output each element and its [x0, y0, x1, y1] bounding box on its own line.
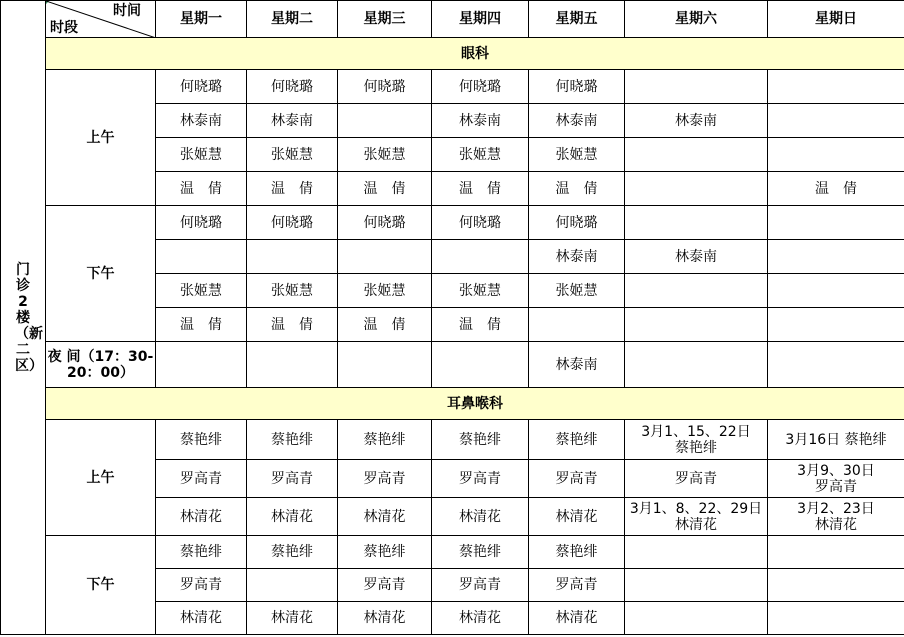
doctor-cell: [156, 206, 247, 240]
doctor-cell: [247, 104, 338, 138]
doctor-name: 林清花: [555, 508, 598, 525]
doctor-name: 何晓璐: [271, 78, 313, 95]
doctor-cell: [529, 138, 625, 172]
doctor-name: 蔡艳绯: [180, 544, 222, 560]
day-header-sunday: 星期日: [768, 1, 904, 38]
department-title: 眼科: [46, 38, 904, 70]
doctor-cell: [247, 342, 338, 388]
corner-period-label: 时段: [50, 20, 78, 36]
doctor-name: 温 倩: [555, 180, 598, 197]
doctor-name: 蔡艳绯: [271, 431, 313, 448]
doctor-name: 温 倩: [271, 316, 313, 333]
doctor-cell: [156, 274, 247, 308]
doctor-cell: [156, 342, 247, 388]
doctor-cell: [625, 138, 768, 172]
doctor-cell: [625, 70, 768, 104]
doctor-cell: [625, 498, 768, 536]
doctor-name: 林泰南: [271, 112, 313, 129]
doctor-name: 林清花: [271, 610, 313, 626]
doctor-name: 温 倩: [459, 316, 501, 333]
doctor-cell: [338, 498, 432, 536]
doctor-cell: [768, 274, 904, 308]
corner-time-label: 时间: [113, 3, 141, 19]
day-header-thursday: 星期四: [432, 1, 529, 38]
doctor-cell: [529, 342, 625, 388]
schedule-row: [1, 536, 904, 569]
doctor-name: 张姬慧: [271, 146, 313, 163]
doctor-name: 3月16日 蔡艳绯: [785, 431, 887, 448]
doctor-cell: [156, 460, 247, 498]
doctor-name: 林清花: [180, 610, 222, 626]
floor-label-cell: [1, 1, 46, 635]
doctor-name: 林泰南: [555, 248, 598, 265]
doctor-cell: [432, 420, 529, 460]
doctor-name: 何晓璐: [180, 214, 222, 231]
doctor-cell: [432, 460, 529, 498]
doctor-cell: [338, 104, 432, 138]
doctor-cell: [529, 104, 625, 138]
period-label: 下午: [46, 536, 156, 635]
doctor-name: 何晓璐: [180, 78, 222, 95]
doctor-cell: [768, 602, 904, 635]
doctor-cell: [338, 138, 432, 172]
doctor-name: 林泰南: [180, 112, 222, 129]
doctor-cell: [625, 420, 768, 460]
doctor-cell: [247, 460, 338, 498]
doctor-cell: [625, 602, 768, 635]
schedule-body: [1, 1, 904, 635]
doctor-cell: [432, 536, 529, 569]
doctor-cell: [625, 460, 768, 498]
doctor-name: 何晓璐: [363, 214, 406, 231]
doctor-cell: [247, 240, 338, 274]
doctor-name: 蔡艳绯: [459, 431, 501, 448]
doctor-name: 何晓璐: [555, 214, 598, 231]
doctor-cell: [432, 569, 529, 602]
doctor-name: 林清花: [459, 610, 501, 626]
doctor-cell: [156, 70, 247, 104]
doctor-cell: [247, 420, 338, 460]
doctor-name: 3月1、8、22、29日 林清花: [629, 500, 763, 533]
doctor-cell: [529, 206, 625, 240]
doctor-name: 何晓璐: [459, 214, 501, 231]
department-title: 耳鼻喉科: [46, 388, 904, 420]
doctor-cell: [432, 104, 529, 138]
doctor-name: 罗高青: [459, 577, 501, 593]
doctor-cell: [338, 172, 432, 206]
doctor-cell: [247, 602, 338, 635]
doctor-cell: [247, 569, 338, 602]
doctor-name: 张姬慧: [363, 146, 406, 163]
doctor-cell: [156, 172, 247, 206]
doctor-name: 3月2、23日 林清花: [797, 500, 875, 533]
doctor-name: 张姬慧: [180, 282, 222, 299]
doctor-cell: [625, 536, 768, 569]
doctor-cell: [247, 206, 338, 240]
doctor-name: 温 倩: [459, 180, 501, 197]
doctor-cell: [625, 308, 768, 342]
doctor-cell: [432, 206, 529, 240]
doctor-cell: [768, 206, 904, 240]
doctor-name: 何晓璐: [271, 214, 313, 231]
doctor-name: 林清花: [363, 610, 406, 626]
doctor-cell: [338, 70, 432, 104]
doctor-name: 罗高青: [180, 470, 222, 487]
doctor-cell: [768, 342, 904, 388]
schedule-row: [1, 342, 904, 388]
doctor-name: 林清花: [271, 508, 313, 525]
doctor-name: 林清花: [180, 508, 222, 525]
doctor-name: 何晓璐: [363, 78, 406, 95]
doctor-name: 林泰南: [459, 112, 501, 129]
doctor-cell: [156, 308, 247, 342]
doctor-cell: [338, 206, 432, 240]
doctor-cell: [529, 240, 625, 274]
doctor-cell: [625, 104, 768, 138]
doctor-cell: [247, 274, 338, 308]
doctor-cell: [529, 602, 625, 635]
doctor-cell: [432, 138, 529, 172]
doctor-name: 温 倩: [815, 180, 857, 197]
night-period-label: 夜 间（17：30-20：00）: [46, 342, 156, 388]
doctor-cell: [247, 498, 338, 536]
doctor-name: 罗高青: [555, 470, 598, 487]
doctor-cell: [338, 420, 432, 460]
day-header-monday: 星期一: [156, 1, 247, 38]
doctor-cell: [338, 342, 432, 388]
doctor-cell: [156, 498, 247, 536]
doctor-cell: [156, 104, 247, 138]
doctor-name: 温 倩: [180, 180, 222, 197]
doctor-cell: [338, 240, 432, 274]
doctor-cell: [156, 138, 247, 172]
doctor-cell: [768, 569, 904, 602]
doctor-cell: [338, 308, 432, 342]
period-label: 上午: [46, 420, 156, 536]
doctor-cell: [625, 206, 768, 240]
doctor-name: 林泰南: [555, 356, 598, 373]
doctor-cell: [338, 274, 432, 308]
doctor-cell: [625, 342, 768, 388]
doctor-cell: [529, 569, 625, 602]
doctor-name: 温 倩: [363, 316, 406, 333]
department-row: [1, 38, 904, 70]
doctor-cell: [338, 602, 432, 635]
floor-label: 门诊2楼（新二区）: [15, 261, 43, 374]
doctor-cell: [247, 138, 338, 172]
doctor-name: 罗高青: [271, 470, 313, 487]
doctor-name: 林泰南: [675, 112, 717, 129]
doctor-cell: [529, 420, 625, 460]
doctor-cell: [625, 274, 768, 308]
doctor-name: 张姬慧: [459, 146, 501, 163]
doctor-cell: [247, 70, 338, 104]
doctor-name: 温 倩: [363, 180, 406, 197]
doctor-name: 蔡艳绯: [363, 431, 406, 448]
doctor-cell: [625, 240, 768, 274]
doctor-cell: [768, 536, 904, 569]
doctor-name: 林清花: [555, 610, 598, 626]
doctor-name: 林泰南: [555, 112, 598, 129]
doctor-cell: [338, 536, 432, 569]
doctor-cell: [768, 138, 904, 172]
doctor-cell: [156, 420, 247, 460]
doctor-cell: [529, 172, 625, 206]
doctor-name: 蔡艳绯: [459, 544, 501, 560]
doctor-cell: [768, 104, 904, 138]
department-row: [1, 388, 904, 420]
doctor-name: 何晓璐: [459, 78, 501, 95]
doctor-cell: [768, 240, 904, 274]
doctor-cell: [432, 274, 529, 308]
doctor-name: 罗高青: [180, 577, 222, 593]
doctor-cell: [247, 308, 338, 342]
doctor-name: 张姬慧: [271, 282, 313, 299]
doctor-cell: [625, 172, 768, 206]
doctor-cell: [768, 460, 904, 498]
doctor-cell: [156, 536, 247, 569]
doctor-cell: [156, 602, 247, 635]
doctor-name: 罗高青: [363, 577, 406, 593]
doctor-cell: [432, 342, 529, 388]
doctor-name: 林泰南: [675, 248, 717, 265]
doctor-cell: [625, 569, 768, 602]
doctor-name: 蔡艳绯: [555, 544, 598, 560]
doctor-name: 3月9、30日 罗高青: [797, 462, 875, 495]
doctor-name: 张姬慧: [555, 146, 598, 163]
doctor-cell: [529, 460, 625, 498]
doctor-cell: [768, 308, 904, 342]
doctor-name: 罗高青: [459, 470, 501, 487]
doctor-name: 蔡艳绯: [180, 431, 222, 448]
doctor-cell: [432, 498, 529, 536]
doctor-name: 罗高青: [675, 470, 717, 487]
doctor-name: 3月1、15、22日 蔡艳绯: [641, 423, 751, 456]
doctor-name: 何晓璐: [555, 78, 598, 95]
period-label: 下午: [46, 206, 156, 342]
schedule-row: [1, 420, 904, 460]
doctor-name: 蔡艳绯: [555, 431, 598, 448]
doctor-cell: [432, 602, 529, 635]
doctor-cell: [247, 172, 338, 206]
day-header-tuesday: 星期二: [247, 1, 338, 38]
doctor-name: 罗高青: [363, 470, 406, 487]
doctor-name: 张姬慧: [459, 282, 501, 299]
header-row: [1, 1, 904, 38]
doctor-cell: [247, 536, 338, 569]
doctor-cell: [156, 240, 247, 274]
day-header-friday: 星期五: [529, 1, 625, 38]
doctor-name: 温 倩: [271, 180, 313, 197]
doctor-name: 张姬慧: [363, 282, 406, 299]
doctor-cell: [432, 172, 529, 206]
doctor-cell: [768, 172, 904, 206]
doctor-name: 蔡艳绯: [363, 544, 406, 560]
doctor-name: 罗高青: [555, 577, 598, 593]
doctor-cell: [432, 70, 529, 104]
period-label: 上午: [46, 70, 156, 206]
day-header-wednesday: 星期三: [338, 1, 432, 38]
doctor-cell: [768, 420, 904, 460]
doctor-name: 蔡艳绯: [271, 544, 313, 560]
doctor-cell: [768, 70, 904, 104]
day-header-saturday: 星期六: [625, 1, 768, 38]
doctor-cell: [529, 536, 625, 569]
doctor-name: 温 倩: [180, 316, 222, 333]
schedule-row: [1, 70, 904, 104]
doctor-cell: [338, 460, 432, 498]
doctor-cell: [529, 308, 625, 342]
doctor-name: 张姬慧: [555, 282, 598, 299]
doctor-cell: [156, 569, 247, 602]
doctor-name: 林清花: [459, 508, 501, 525]
doctor-cell: [529, 498, 625, 536]
doctor-cell: [768, 498, 904, 536]
doctor-name: 林清花: [363, 508, 406, 525]
schedule-row: [1, 206, 904, 240]
doctor-cell: [529, 274, 625, 308]
doctor-name: 张姬慧: [180, 146, 222, 163]
doctor-cell: [432, 240, 529, 274]
doctor-cell: [338, 569, 432, 602]
doctor-cell: [529, 70, 625, 104]
corner-header-cell: [46, 1, 156, 38]
doctor-cell: [432, 308, 529, 342]
